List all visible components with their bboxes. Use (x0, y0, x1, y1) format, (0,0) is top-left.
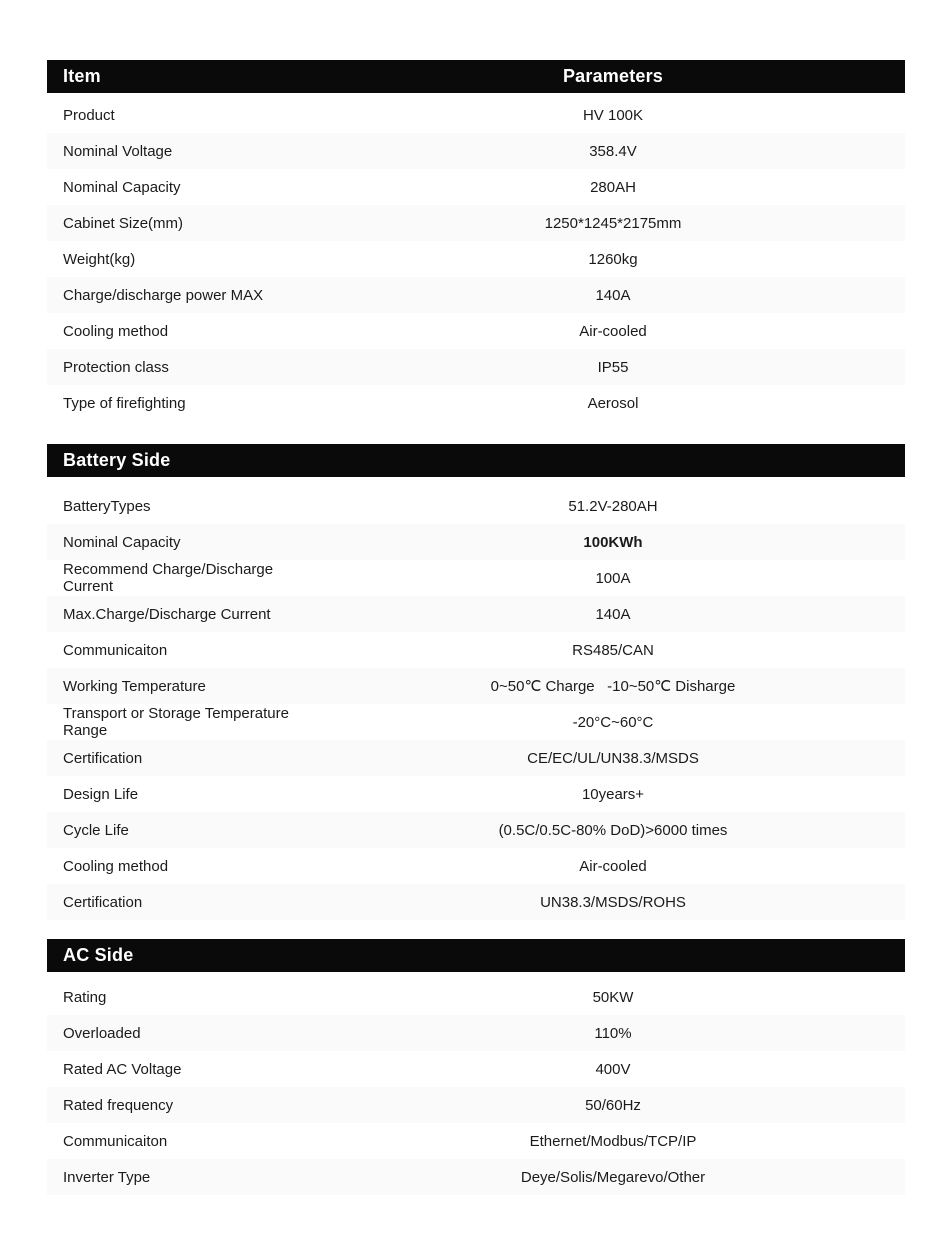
battery-spec-rows (47, 488, 905, 920)
spec-row-label: Rating (63, 988, 107, 1006)
spec-row (47, 277, 905, 313)
spec-row-value: 1260kg (588, 250, 638, 268)
spec-row-label: Communicaiton (63, 641, 168, 659)
spec-row-value: 100KWh (583, 533, 643, 551)
spec-row-label: Charge/discharge power MAX (63, 286, 264, 304)
spec-row-value: Deye/Solis/Megarevo/Other (520, 1168, 706, 1186)
spec-row (47, 524, 905, 560)
spec-row (47, 169, 905, 205)
spec-row-label: Design Life (63, 785, 139, 803)
spec-row (47, 596, 905, 632)
section-general-specs (47, 60, 905, 421)
spec-row-value: 1250*1245*2175mm (544, 214, 682, 232)
battery-side-header-bar (47, 444, 905, 477)
spec-row-value: 140A (595, 605, 631, 623)
spec-row (47, 979, 905, 1015)
spec-row-value: 110% (594, 1024, 632, 1042)
spec-row-value: 400V (595, 1060, 631, 1078)
general-spec-rows (47, 97, 905, 421)
section-ac-side (47, 939, 905, 1195)
spec-row (47, 488, 905, 524)
spec-row (47, 313, 905, 349)
spec-row-label: Rated frequency (63, 1096, 174, 1114)
ac-side-header-bar (47, 939, 905, 972)
spec-row (47, 632, 905, 668)
spec-row-label: Recommend Charge/Discharge Current (63, 561, 274, 595)
spec-row-label: Communicaiton (63, 1132, 168, 1150)
spec-row (47, 884, 905, 920)
spec-row-value: CE/EC/UL/UN38.3/MSDS (527, 749, 699, 767)
spec-row-label: Weight(kg) (63, 250, 136, 268)
spec-row-value: 50/60Hz (585, 1096, 641, 1114)
spec-row (47, 704, 905, 740)
spec-row-value: 140A (595, 286, 631, 304)
spec-row (47, 812, 905, 848)
spec-row-value: 51.2V-280AH (568, 497, 658, 515)
spec-row-label: Type of firefighting (63, 394, 186, 412)
table-header-bar (47, 60, 905, 93)
spec-row (47, 1051, 905, 1087)
spec-row-label: Nominal Capacity (63, 533, 181, 551)
spec-row-value: HV 100K (582, 106, 644, 124)
spec-row-value: 10years+ (581, 785, 645, 803)
spec-row (47, 848, 905, 884)
ac-side-title: AC Side (63, 945, 134, 965)
spec-row-value: Ethernet/Modbus/TCP/IP (529, 1132, 697, 1150)
spec-row-value: -20°C~60°C (572, 713, 654, 731)
spec-row-label: Product (63, 106, 115, 124)
spec-row-label: Max.Charge/Discharge Current (63, 605, 271, 623)
spec-row (47, 740, 905, 776)
spec-row-value: IP55 (597, 358, 629, 376)
ac-spec-rows (47, 979, 905, 1195)
spec-row-value: 358.4V (589, 142, 637, 160)
spec-row (47, 1123, 905, 1159)
spec-row (47, 1159, 905, 1195)
battery-side-title: Battery Side (63, 450, 171, 470)
spec-row (47, 349, 905, 385)
spec-row (47, 241, 905, 277)
item-column-header: Item (63, 66, 101, 86)
spec-row-label: Inverter Type (63, 1168, 151, 1186)
spec-row-label: BatteryTypes (63, 497, 151, 515)
spec-row (47, 97, 905, 133)
spec-row (47, 1087, 905, 1123)
spec-row-value: 0~50℃ Charge -10~50℃ Disharge (490, 678, 736, 695)
spec-row (47, 205, 905, 241)
spec-row (47, 560, 905, 596)
spec-row (47, 133, 905, 169)
section-battery-side (47, 444, 905, 920)
spec-row-value: 100A (595, 569, 631, 587)
spec-row (47, 668, 905, 704)
spec-row-value: Aerosol (587, 394, 639, 412)
spec-row-label: Nominal Capacity (63, 178, 181, 196)
spec-row-label: Working Temperature (63, 677, 206, 695)
spec-row-value: UN38.3/MSDS/ROHS (540, 893, 686, 911)
spec-row-value: Air-cooled (579, 322, 647, 340)
spec-row-label: Certification (63, 749, 143, 767)
spec-row-value: 50KW (592, 988, 634, 1006)
spec-row-value: RS485/CAN (572, 641, 654, 659)
spec-row-value: Air-cooled (579, 857, 647, 875)
spec-row-label: Transport or Storage Temperature Range (63, 705, 289, 739)
spec-row-label: Cabinet Size(mm) (63, 214, 184, 232)
spec-row-value: (0.5C/0.5C-80% DoD)>6000 times (498, 821, 728, 839)
spec-row (47, 385, 905, 421)
spec-row-value: 280AH (590, 178, 636, 196)
spec-row (47, 1015, 905, 1051)
spec-row-label: Cooling method (63, 857, 169, 875)
spec-row-label: Certification (63, 893, 143, 911)
spec-row-label: Rated AC Voltage (63, 1060, 182, 1078)
spec-row-label: Cycle Life (63, 821, 129, 839)
spec-row-label: Protection class (63, 358, 169, 376)
spec-row (47, 776, 905, 812)
spec-row-label: Overloaded (63, 1024, 141, 1042)
spec-row-label: Nominal Voltage (63, 142, 173, 160)
parameters-column-header: Parameters (562, 66, 664, 86)
spec-row-label: Cooling method (63, 322, 169, 340)
